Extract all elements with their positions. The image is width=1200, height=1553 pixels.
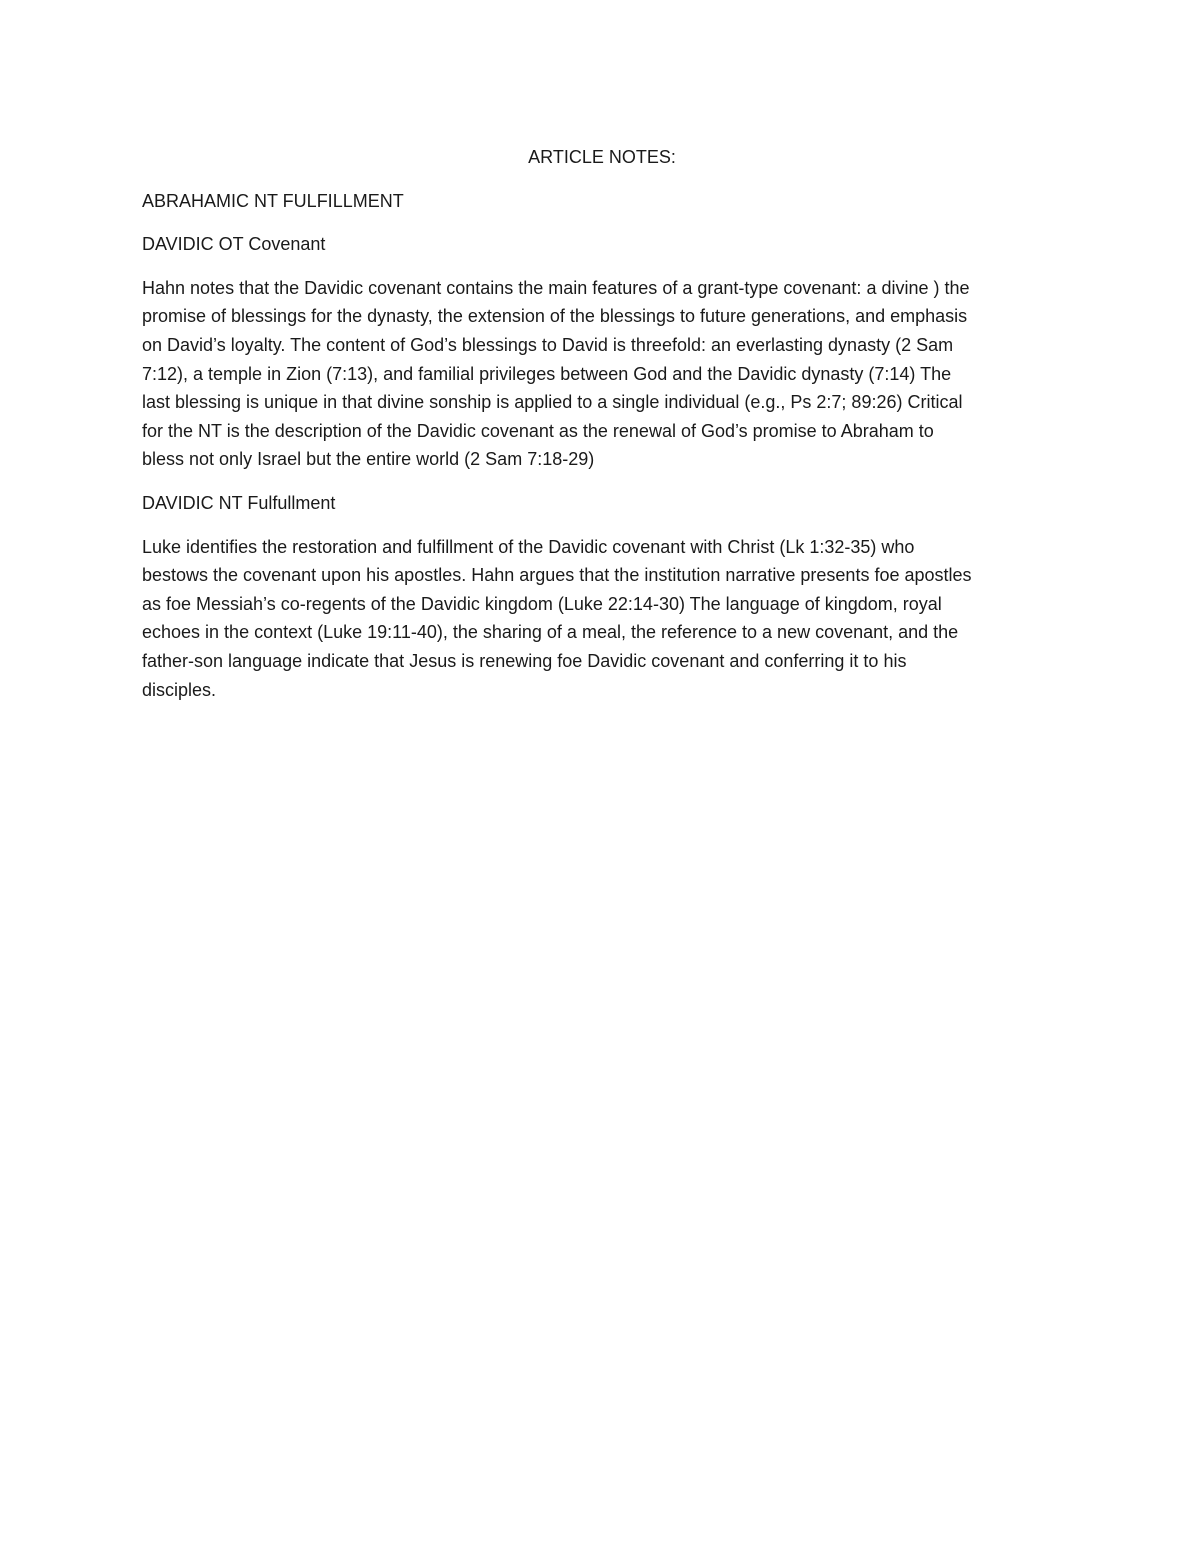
paragraph-line: bless not only Israel but the entire world (2 Sam 7:18-29) <box>142 449 595 470</box>
section-heading-davidic-nt: DAVIDIC NT Fulfullment <box>142 492 336 513</box>
paragraph-line: bestows the covenant upon his apostles. Hahn argues that the institution narrative presents foe apostles <box>142 565 972 586</box>
document-body <box>142 143 1062 719</box>
document-title: ARTICLE NOTES: <box>528 147 676 167</box>
davidic-nt-paragraph <box>142 533 1062 705</box>
davidic-ot-paragraph <box>142 274 1062 474</box>
section-heading-davidic-ot: DAVIDIC OT Covenant <box>142 234 326 255</box>
paragraph-line: as foe Messiah’s co-regents of the Davidic kingdom (Luke 22:14-30) The language of kingdom, royal <box>142 593 942 614</box>
paragraph-line: father-son language indicate that Jesus is renewing foe Davidic covenant and conferring it to his <box>142 650 907 671</box>
paragraph-line: 7:12), a temple in Zion (7:13), and familial privileges between God and the Davidic dynasty (7:14) The <box>142 363 952 384</box>
paragraph-line: for the NT is the description of the Davidic covenant as the renewal of God’s promise to Abraham to <box>142 420 934 441</box>
paragraph-line: promise of blessings for the dynasty, the extension of the blessings to future generations, and emphasis <box>142 306 968 327</box>
paragraph-line: echoes in the context (Luke 19:11-40), the sharing of a meal, the reference to a new covenant, and the <box>142 622 959 643</box>
paragraph-line: last blessing is unique in that divine sonship is applied to a single individual (e.g., Ps 2:7; 89:26) Critical <box>142 392 963 413</box>
section-heading-abrahamic-nt: ABRAHAMIC NT FULFILLMENT <box>142 190 404 211</box>
paragraph-line: disciples. <box>142 679 217 700</box>
paragraph-line: Hahn notes that the Davidic covenant contains the main features of a grant-type covenant: a divine ) the <box>142 277 970 298</box>
paragraph-line: Luke identifies the restoration and fulfillment of the Davidic covenant with Christ (Lk 1:32-35) who <box>142 536 915 557</box>
paragraph-line: on David’s loyalty. The content of God’s blessings to David is threefold: an everlasting dynasty (2 Sam <box>142 334 954 355</box>
